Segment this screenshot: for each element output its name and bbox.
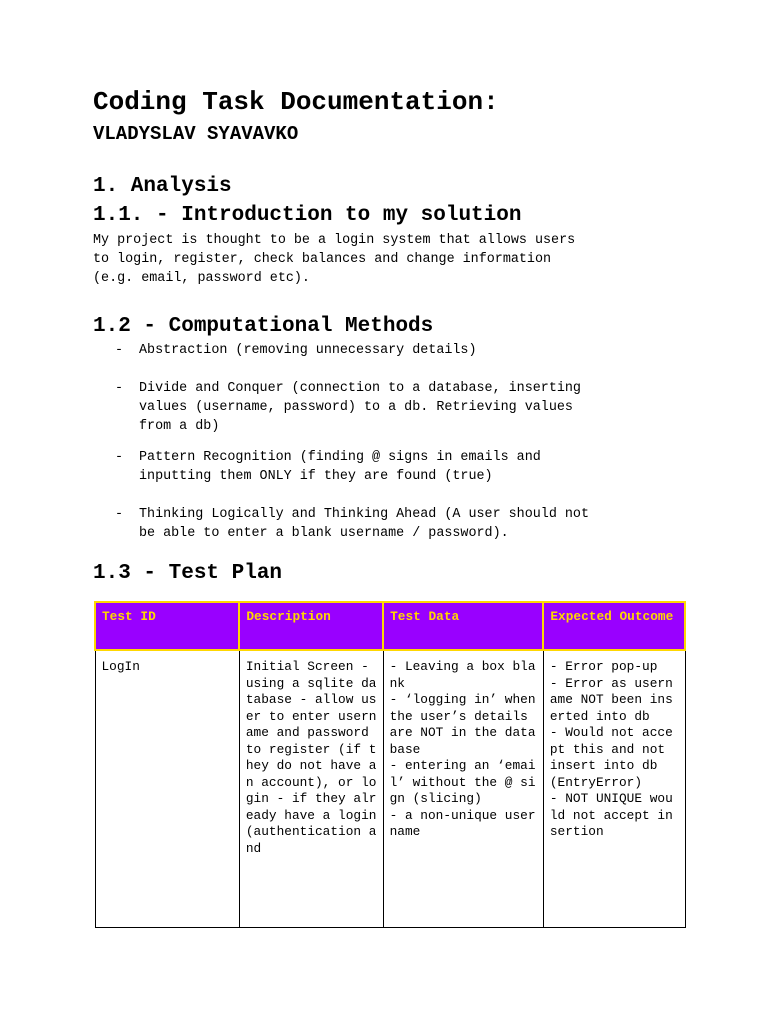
- table-header-row: [95, 602, 685, 650]
- outcome-line: - Error as username NOT been inserted into db: [549, 675, 673, 724]
- section-heading-analysis: 1. Analysis: [93, 175, 232, 198]
- list-item: - Divide and Conquer (connection to a database, inserting values (username, password) to a db. Retrieving values from a db): [115, 381, 581, 434]
- list-item: - Abstraction (removing unnecessary details): [115, 343, 477, 358]
- introduction-paragraph: My project is thought to be a login system that allows users to login, register, check balances and change information (e.g. email, password etc).: [93, 233, 576, 286]
- author-name: VLADYSLAV SYAVAVKO: [93, 123, 299, 145]
- test-data-line: - Leaving a box blank: [389, 659, 536, 691]
- method-text-thinking: Thinking Logically and Thinking Ahead (A user should not be able to enter a blank username / password).: [139, 507, 589, 541]
- method-text-pattern-recognition: Pattern Recognition (finding @ signs in emails and inputting them ONLY if they are found (true): [139, 450, 541, 484]
- column-header-description: Description: [239, 602, 383, 650]
- list-item: - Thinking Logically and Thinking Ahead (A user should not be able to enter a blank username / password).: [115, 507, 589, 541]
- methods-list: [93, 341, 693, 543]
- test-data-line: - ‘logging in’ when the user’s details are NOT in the database: [389, 692, 536, 757]
- method-text-divide-conquer: Divide and Conquer (connection to a database, inserting values (username, password) to a db. Retrieving values from a db): [139, 381, 581, 434]
- document-body: [93, 86, 693, 587]
- column-header-test-id: Test ID: [95, 602, 239, 650]
- outcome-line: - NOT UNIQUE would not accept insertion: [549, 791, 673, 839]
- table-row: [95, 650, 685, 928]
- list-item: - Pattern Recognition (finding @ signs in emails and inputting them ONLY if they are found (true): [115, 450, 541, 484]
- cell-test-id: LogIn: [95, 650, 239, 928]
- outcome-line: - Would not accept this and not insert into db (EntryError): [549, 725, 673, 790]
- column-header-test-data: Test Data: [383, 602, 543, 650]
- test-plan-table: [94, 601, 686, 928]
- subsection-heading-methods: 1.2 - Computational Methods: [93, 315, 434, 338]
- column-header-expected-outcome: Expected Outcome: [543, 602, 685, 650]
- cell-description: Initial Screen - using a sqlite database - allow user to enter username and password to register (if they do not have an account), or login - if they already have a login (authentication and: [239, 650, 383, 928]
- test-data-line: - a non-unique username: [389, 807, 536, 839]
- subsection-heading-introduction: 1.1. - Introduction to my solution: [93, 204, 522, 227]
- subsection-heading-test-plan: 1.3 - Test Plan: [93, 562, 283, 585]
- outcome-line: - Error pop-up: [549, 659, 658, 674]
- test-data-line: - entering an ‘email’ without the @ sign (slicing): [389, 758, 536, 806]
- cell-expected-outcome: [543, 650, 685, 928]
- document-title: Coding Task Documentation:: [93, 87, 499, 117]
- cell-test-data: [383, 650, 543, 928]
- method-text-abstraction: Abstraction (removing unnecessary details): [139, 343, 477, 358]
